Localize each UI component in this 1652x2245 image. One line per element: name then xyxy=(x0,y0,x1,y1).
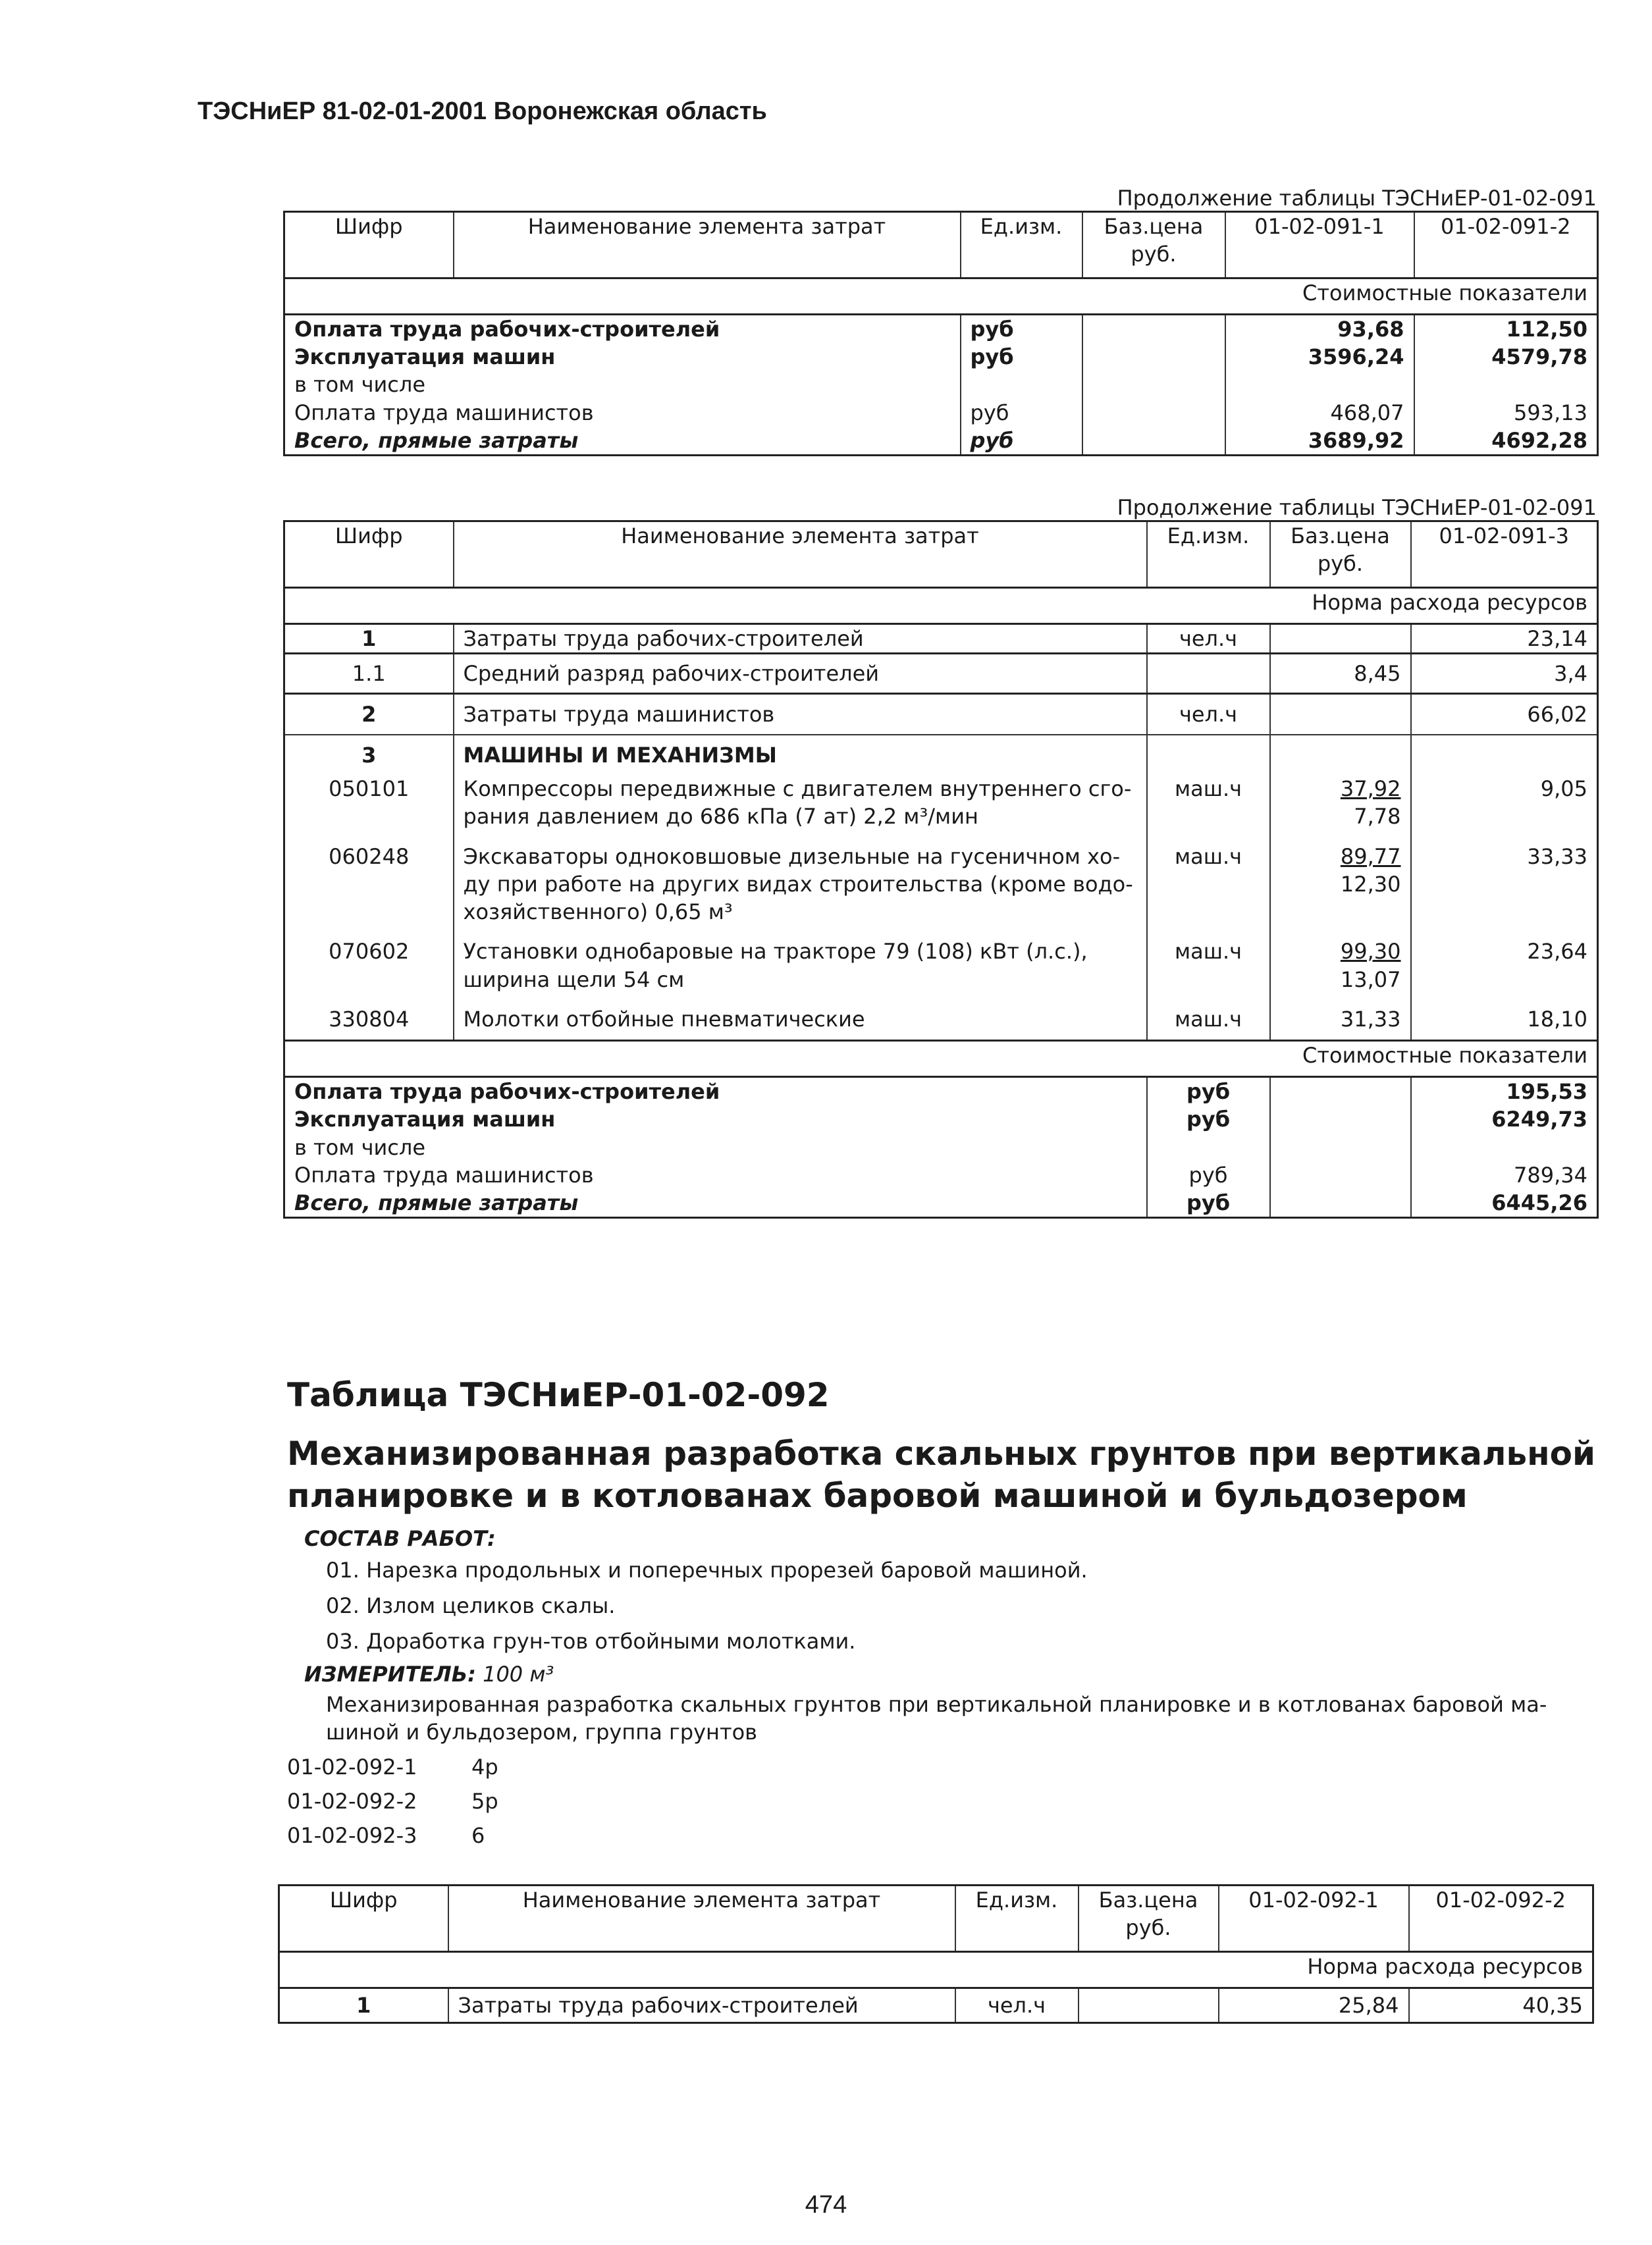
section-label: Стоимостные показатели xyxy=(1302,1043,1587,1069)
col-header: 01-02-092-1 xyxy=(1219,1886,1409,1952)
col-header: 01-02-092-2 xyxy=(1409,1886,1593,1952)
table-row: 1.1 Средний разряд рабочих-строителей 8,45 3,4 xyxy=(284,654,1598,694)
table-row: Эксплуатация машин руб 3596,24 4579,78 xyxy=(284,343,1598,371)
col-header: 01-02-091-3 xyxy=(1411,521,1598,588)
sostav-label: СОСТАВ РАБОТ: xyxy=(304,1526,496,1551)
col-header: Баз.цена руб. xyxy=(1270,521,1411,588)
table-row: Всего, прямые затраты руб 3689,92 4692,28 xyxy=(284,427,1598,456)
table-row: Оплата труда рабочих-строителей руб 93,68 112,50 xyxy=(284,315,1598,344)
col-header: 01-02-091-2 xyxy=(1414,212,1598,278)
col-header: Ед.изм. xyxy=(1147,521,1270,588)
table-row: Оплата труда машинистов руб 468,07 593,13 xyxy=(284,399,1598,427)
section-label: Норма расхода ресурсов xyxy=(1307,1954,1583,1979)
col-header: Шифр xyxy=(334,214,403,239)
col-header: Шифр xyxy=(329,1888,398,1913)
meter-label: ИЗМЕРИТЕЛЬ: xyxy=(304,1662,476,1687)
table3 xyxy=(278,1884,1594,2024)
col-header: 01-02-091-1 xyxy=(1225,212,1414,278)
col-header: Ед.изм. xyxy=(955,1886,1079,1952)
table2 xyxy=(283,520,1599,1219)
table1 xyxy=(283,211,1599,456)
col-header: Баз.цена руб. xyxy=(1079,1886,1219,1952)
measure-description: Механизированная разработка скальных грунтов при вертикальной планировке и в котлованах баровой ма-шиной и бульдозером, группа грунтов xyxy=(326,1692,1547,1745)
col-header: Наименование элемента затрат xyxy=(454,212,961,278)
table-row: в том числе xyxy=(284,1134,1598,1161)
table-row: 330804 Молотки отбойные пневматические маш.ч 31,33 18,10 xyxy=(284,1005,1598,1041)
table-row: 070602 Установки однобаровые на тракторе 79 (108) кВт (л.с.), ширина щели 54 см маш.ч 99,30 13,07 23,64 xyxy=(284,938,1598,1005)
table-row: 3 МАШИНЫ И МЕХАНИЗМЫ xyxy=(284,735,1598,775)
page-header: ТЭСНиЕР 81-02-01-2001 Воронежская область xyxy=(198,97,767,125)
table-row: 050101 Компрессоры передвижные с двигателем внутреннего сго-рания давлением до 686 кПа (7 ат) 2,2 м³/мин маш.ч 37,92 7,78 9,05 xyxy=(284,775,1598,842)
table-row: 2 Затраты труда машинистов чел.ч 66,02 xyxy=(284,694,1598,735)
section-label: Стоимостные показатели xyxy=(1302,280,1587,305)
table-title: Таблица ТЭСНиЕР-01-02-092 xyxy=(287,1376,830,1414)
col-header: Шифр xyxy=(334,523,403,548)
table1-continuation: Продолжение таблицы ТЭСНиЕР-01-02-091 xyxy=(1117,186,1597,211)
code-row: 01-02-092-1 4р xyxy=(287,1755,498,1780)
operation-item: 03. Доработка грун-тов отбойными молотками. xyxy=(326,1629,856,1654)
table-row: 060248 Экскаваторы одноковшовые дизельные на гусеничном хо-ду при работе на других видах строительства (кроме водо-хозяйственного) 0,65 м³ маш.ч 89,77 12,30 33,33 xyxy=(284,843,1598,938)
table-row: Эксплуатация машин руб 6249,73 xyxy=(284,1105,1598,1133)
code-row: 01-02-092-2 5р xyxy=(287,1789,498,1814)
operation-item: 02. Излом целиков скалы. xyxy=(326,1593,616,1618)
table-row: в том числе xyxy=(284,371,1598,398)
col-header: Баз.цена руб. xyxy=(1082,212,1225,278)
section-label: Норма расхода ресурсов xyxy=(1312,590,1587,615)
table-subtitle: Механизированная разработка скальных грунтов при вертикальной планировке и в котлованах баровой машиной и бульдозером xyxy=(287,1435,1596,1515)
operation-item: 01. Нарезка продольных и поперечных прорезей баровой машиной. xyxy=(326,1558,1088,1583)
table-row: Оплата труда рабочих-строителей руб 195,53 xyxy=(284,1077,1598,1106)
table-row: Оплата труда машинистов руб 789,34 xyxy=(284,1161,1598,1189)
meter-line xyxy=(304,1662,554,1687)
code-list xyxy=(287,1750,498,1853)
col-header: Наименование элемента затрат xyxy=(454,521,1147,588)
code-row: 01-02-092-3 6 xyxy=(287,1823,485,1848)
table-row: Всего, прямые затраты руб 6445,26 xyxy=(284,1189,1598,1218)
table2-continuation: Продолжение таблицы ТЭСНиЕР-01-02-091 xyxy=(1117,495,1597,520)
table-row: 1 Затраты труда рабочих-строителей чел.ч 25,84 40,35 xyxy=(279,1988,1593,2023)
page-number: 474 xyxy=(805,2191,847,2219)
col-header: Наименование элемента затрат xyxy=(448,1886,955,1952)
meter-value: 100 м³ xyxy=(483,1662,554,1687)
table-row: 1 Затраты труда рабочих-строителей чел.ч 23,14 xyxy=(284,624,1598,654)
col-header: Ед.изм. xyxy=(961,212,1082,278)
